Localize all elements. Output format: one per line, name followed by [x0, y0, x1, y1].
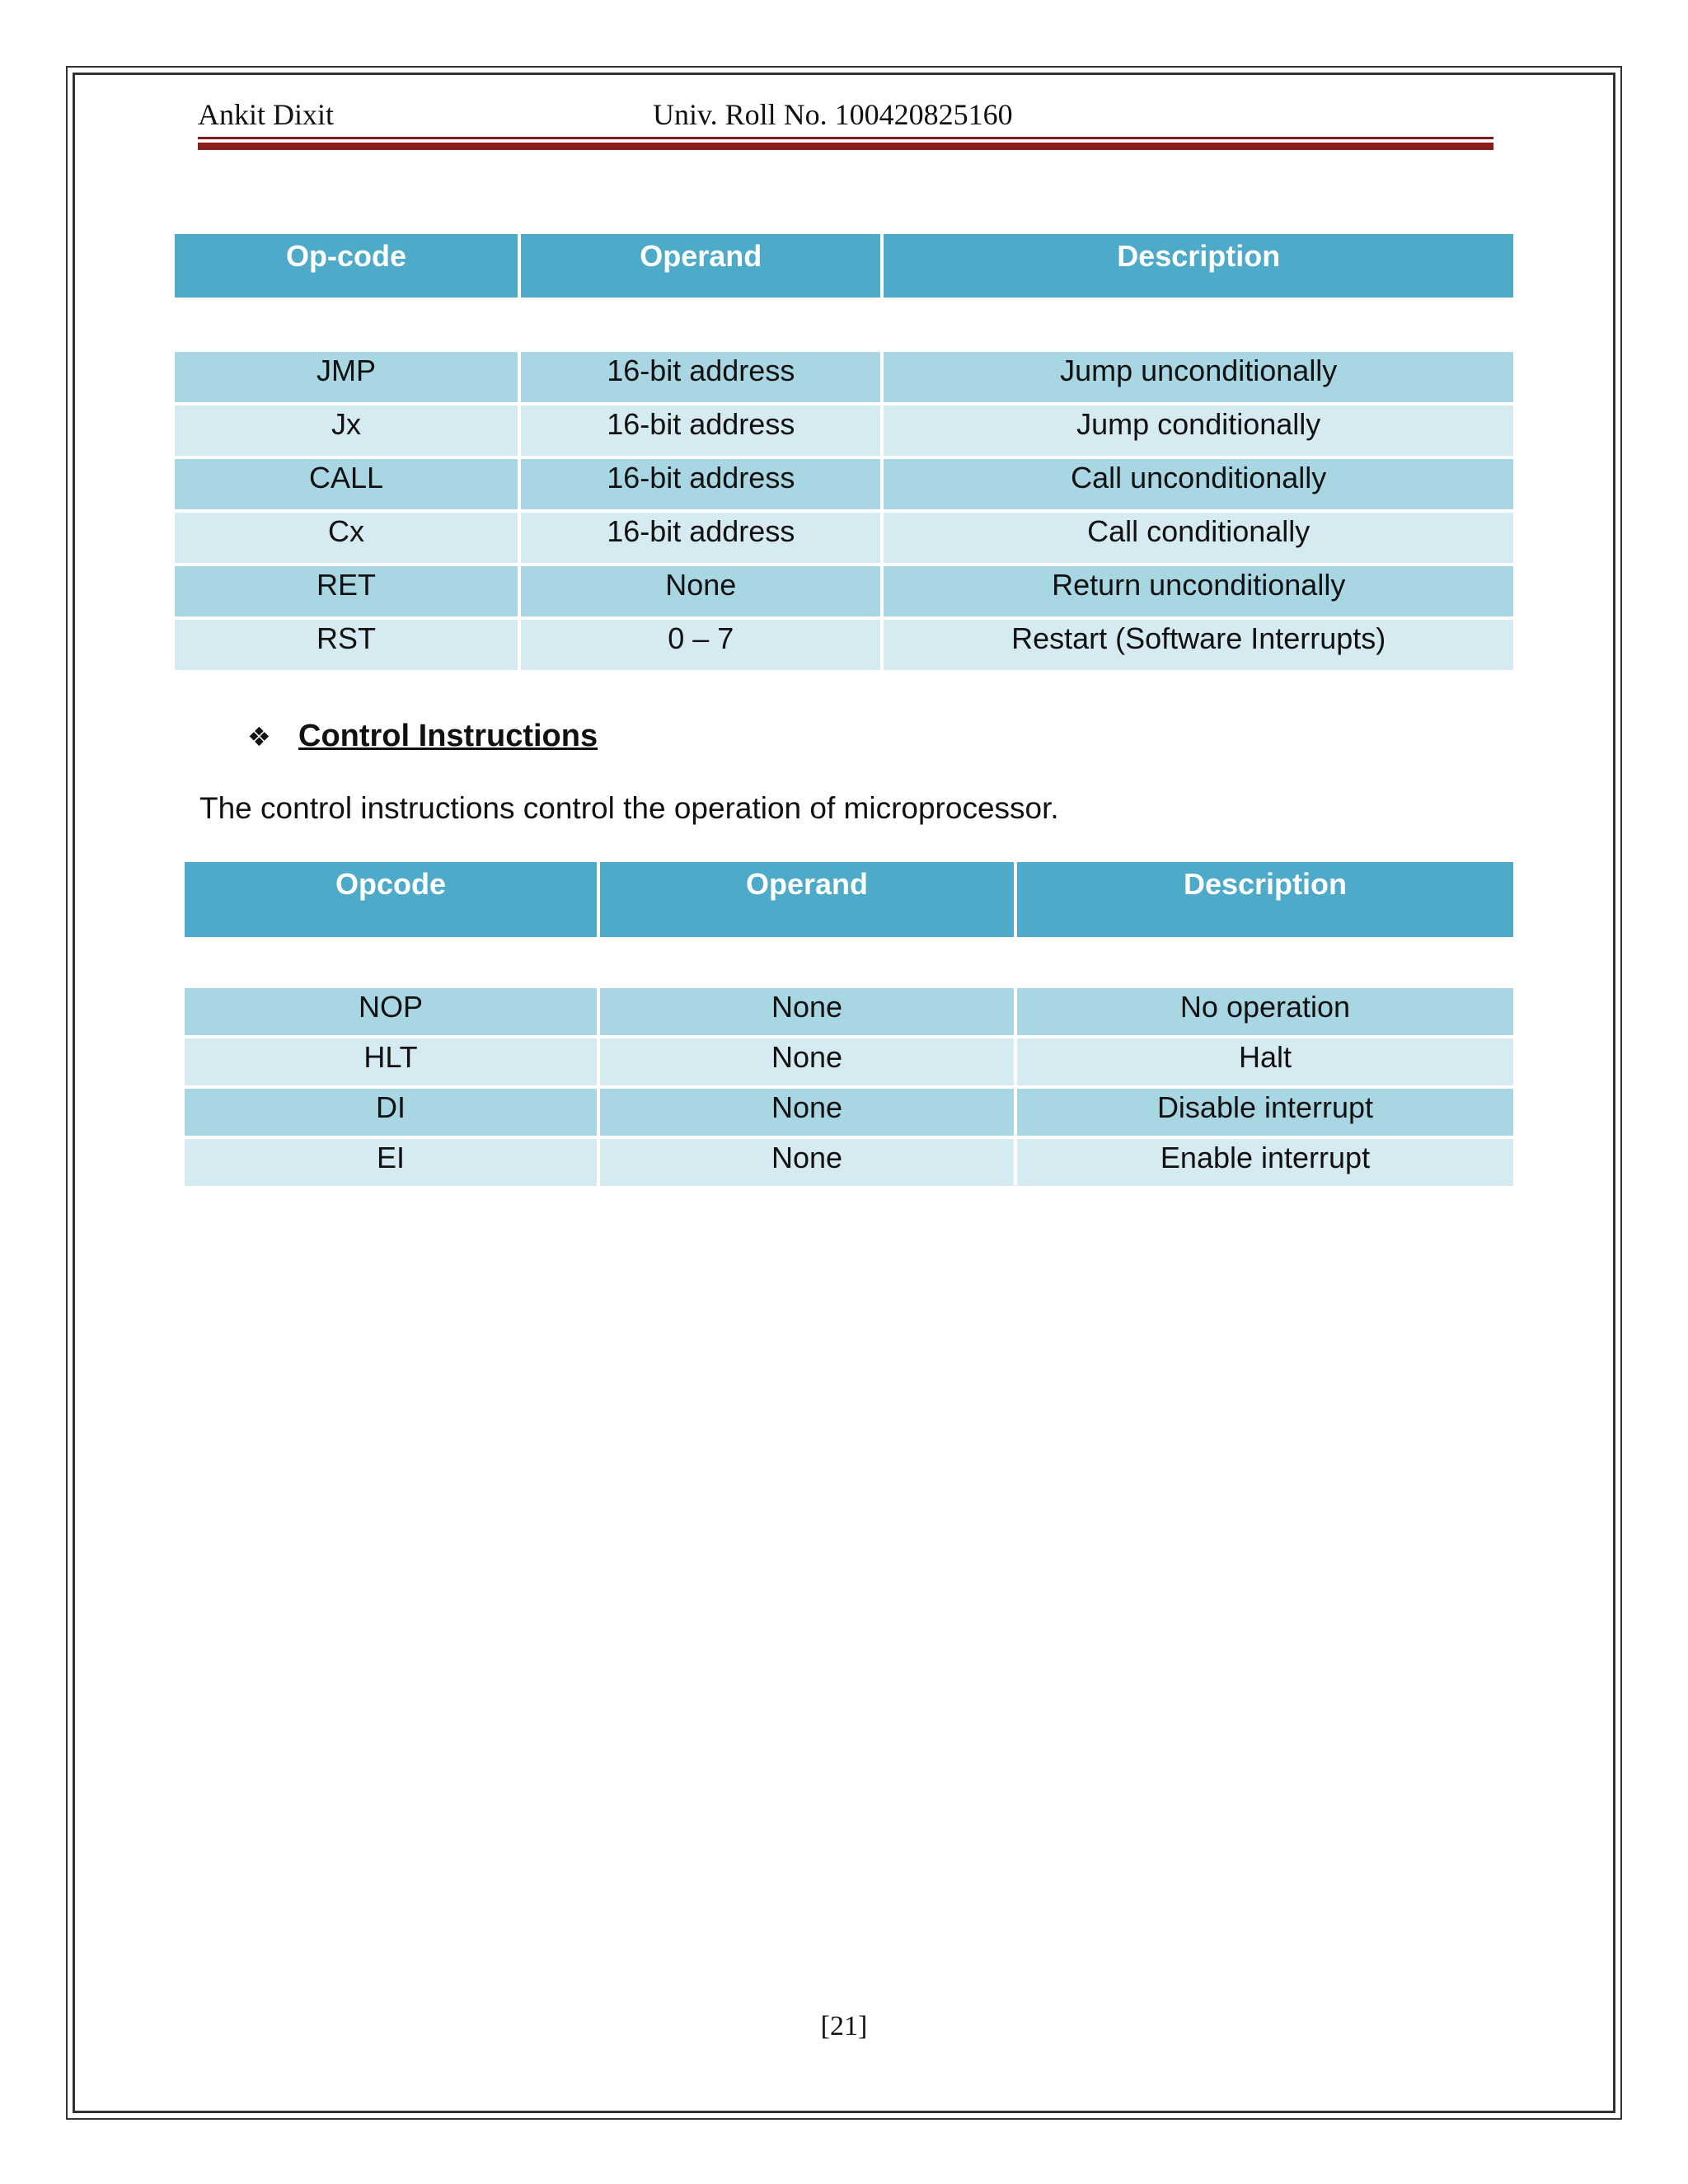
cell-opcode: RST: [175, 620, 518, 670]
column-header-description: Description: [884, 234, 1513, 298]
cell-opcode: JMP: [175, 352, 518, 402]
table-row: [185, 1139, 1513, 1186]
cell-opcode: NOP: [185, 988, 597, 1035]
cell-opcode: HLT: [185, 1038, 597, 1085]
header-rule-thin: [198, 137, 1493, 139]
table-row: [175, 352, 1513, 402]
cell-description: Call unconditionally: [884, 459, 1513, 509]
cell-opcode: RET: [175, 566, 518, 616]
cell-opcode: Cx: [175, 513, 518, 563]
cell-operand: None: [600, 1038, 1014, 1085]
cell-description: Return unconditionally: [884, 566, 1513, 616]
cell-description: No operation: [1017, 988, 1513, 1035]
cell-operand: None: [600, 988, 1014, 1035]
control-instructions-table: [181, 859, 1517, 1189]
column-header-operand: Operand: [600, 862, 1014, 937]
cell-description: Disable interrupt: [1017, 1089, 1513, 1136]
cell-description: Call conditionally: [884, 513, 1513, 563]
table-row: [185, 1089, 1513, 1136]
cell-operand: None: [521, 566, 880, 616]
cell-operand: 16-bit address: [521, 352, 880, 402]
cell-description: Enable interrupt: [1017, 1139, 1513, 1186]
column-header-description: Description: [1017, 862, 1513, 937]
table-row: [175, 405, 1513, 456]
section-heading-text: Control Instructions: [298, 719, 598, 753]
table-header-row: [185, 862, 1513, 937]
cell-operand: None: [600, 1089, 1014, 1136]
column-header-operand: Operand: [521, 234, 880, 298]
cell-operand: 16-bit address: [521, 459, 880, 509]
page-header: [198, 97, 1493, 152]
cell-opcode: Jx: [175, 405, 518, 456]
cell-opcode: DI: [185, 1089, 597, 1136]
diamond-bullet-icon: ❖: [247, 722, 271, 752]
cell-description: Jump unconditionally: [884, 352, 1513, 402]
branch-instructions-table: [171, 231, 1517, 673]
cell-operand: None: [600, 1139, 1014, 1186]
table-row: [185, 1038, 1513, 1085]
cell-operand: 0 – 7: [521, 620, 880, 670]
cell-opcode: CALL: [175, 459, 518, 509]
cell-opcode: EI: [185, 1139, 597, 1186]
header-rule-thick: [198, 143, 1493, 150]
table-row: [185, 988, 1513, 1035]
section-paragraph: The control instructions control the operation of microprocessor.: [199, 791, 1059, 825]
column-header-opcode: Opcode: [185, 862, 597, 937]
author-name: Ankit Dixit: [198, 98, 335, 131]
section-heading: [247, 719, 598, 754]
cell-description: Halt: [1017, 1038, 1513, 1085]
table-row: [175, 513, 1513, 563]
cell-description: Restart (Software Interrupts): [884, 620, 1513, 670]
table-row: [175, 566, 1513, 616]
cell-operand: 16-bit address: [521, 405, 880, 456]
cell-description: Jump conditionally: [884, 405, 1513, 456]
page-number: [21]: [820, 2011, 868, 2041]
table-header-row: [175, 234, 1513, 298]
table-row: [175, 620, 1513, 670]
column-header-opcode: Op-code: [175, 234, 518, 298]
roll-number: Univ. Roll No. 100420825160: [653, 98, 1013, 131]
table-row: [175, 459, 1513, 509]
cell-operand: 16-bit address: [521, 513, 880, 563]
